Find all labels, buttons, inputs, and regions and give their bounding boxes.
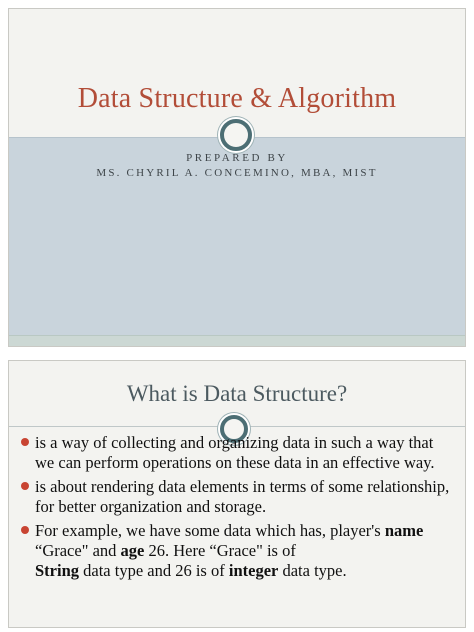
list-item <box>21 433 455 473</box>
bullet-dot-icon <box>21 526 29 534</box>
bullet-text: For example, we have some data which has, player's <box>35 521 385 540</box>
name-value-text: “Grace" and <box>35 541 121 560</box>
integer-keyword: integer <box>228 561 279 580</box>
author-name: MS. CHYRIL A. CONCEMINO, MBA, MIST <box>96 167 378 179</box>
band-bottom-strip <box>9 335 465 346</box>
list-item <box>21 477 455 517</box>
middle-text: data type and 26 is of <box>79 561 229 580</box>
age-keyword: age <box>120 541 145 560</box>
bullet-dot-icon <box>21 482 29 490</box>
prepared-by-label: PREPARED BY <box>186 152 288 164</box>
bullet-list <box>21 433 455 585</box>
content-slide <box>8 360 466 628</box>
circle-ornament-icon <box>220 119 252 151</box>
slide-title: Data Structure & Algorithm <box>77 83 397 114</box>
bullet-text: is a way of collecting and organizing data in such a way that we can perform operations on these data in an effective way. <box>35 433 435 472</box>
age-value-text: 26. Here “Grace" is of <box>144 541 296 560</box>
slide-heading: What is Data Structure? <box>126 381 348 406</box>
string-keyword: String <box>35 561 80 580</box>
list-item <box>21 521 455 581</box>
name-keyword: name <box>384 521 424 540</box>
bullet-text: is about rendering data elements in terms of some relationship, for better organization and storage. <box>35 477 450 516</box>
bullet-dot-icon <box>21 438 29 446</box>
title-slide <box>8 8 466 347</box>
end-text: data type. <box>278 561 347 580</box>
